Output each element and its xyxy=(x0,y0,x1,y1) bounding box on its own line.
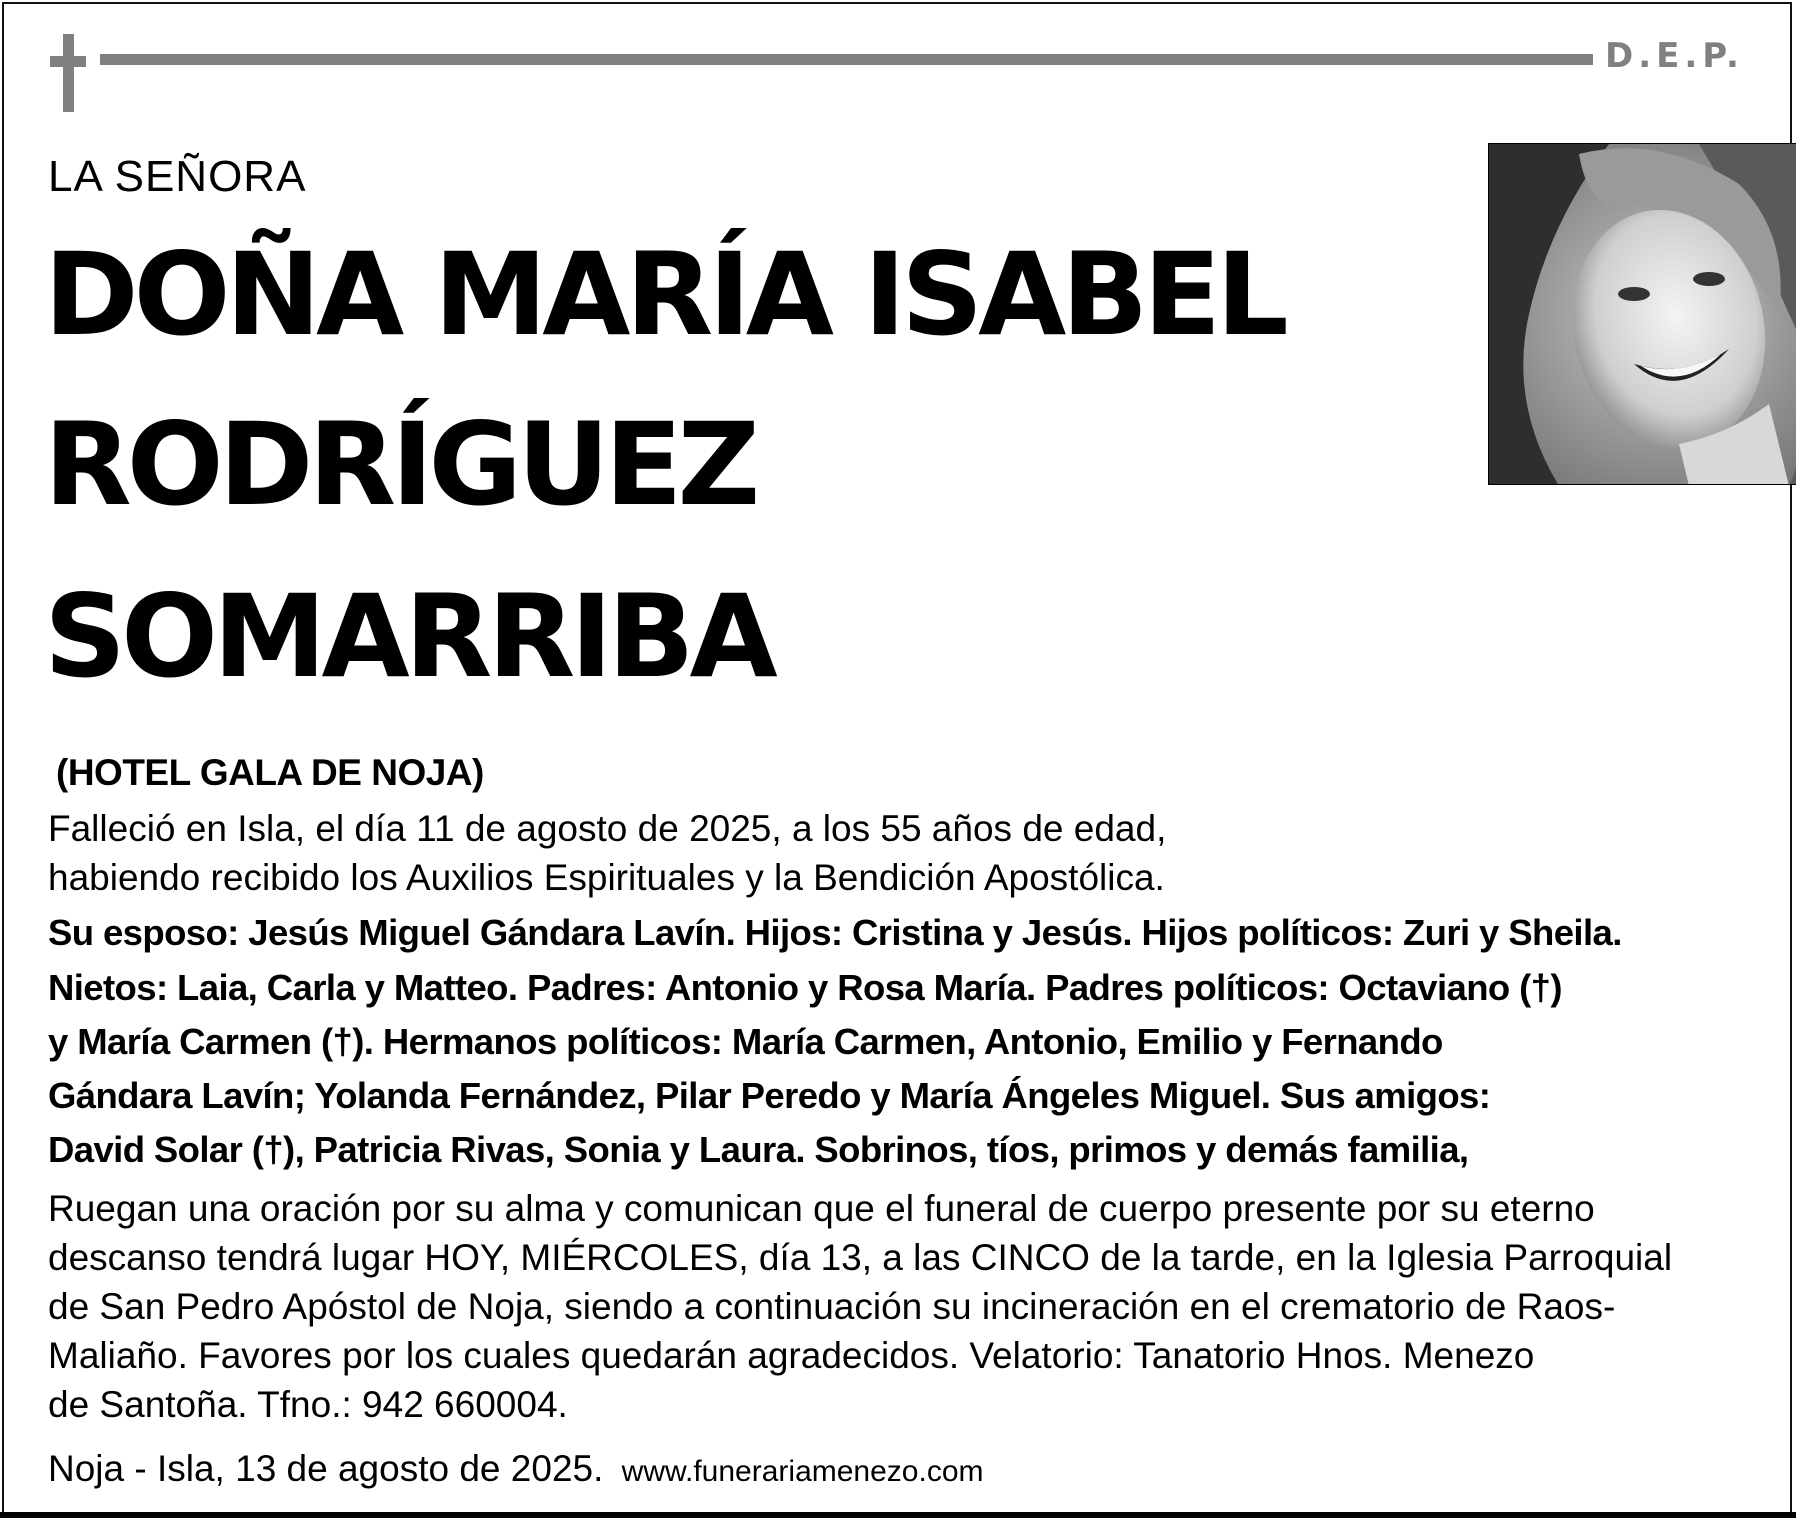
bottom-rule xyxy=(0,1512,1796,1518)
family-line-2: Nietos: Laia, Carla y Matteo. Padres: Antonio y Rosa María. Padres políticos: Octaviano (†) xyxy=(48,967,1562,1008)
family-line-1: Su esposo: Jesús Miguel Gándara Lavín. Hijos: Cristina y Jesús. Hijos políticos: Zuri y Sheila. xyxy=(48,912,1622,953)
honorific: LA SEÑORA xyxy=(48,152,307,201)
funeral-line-2: descanso tendrá lugar HOY, MIÉRCOLES, día 13, a las CINCO de la tarde, en la Iglesia Parroquial xyxy=(48,1237,1673,1278)
funeral-line-5: de Santoña. Tfno.: 942 660004. xyxy=(48,1384,568,1425)
deceased-name-line-1: DOÑA MARÍA ISABEL xyxy=(44,228,1284,361)
deceased-name-line-2: RODRÍGUEZ xyxy=(44,398,756,531)
funeral-line-1: Ruegan una oración por su alma y comunican que el funeral de cuerpo presente por su eterno xyxy=(48,1188,1595,1229)
portrait-photo xyxy=(1488,143,1796,485)
deceased-name-line-3: SOMARRIBA xyxy=(44,570,773,703)
footer-place-date: Noja - Isla, 13 de agosto de 2025. xyxy=(48,1448,604,1489)
dep-label: D.E.P. xyxy=(1605,36,1744,76)
subtitle: (HOTEL GALA DE NOJA) xyxy=(56,752,484,793)
header-rule xyxy=(100,54,1593,65)
footer xyxy=(48,1448,984,1490)
family-line-4: Gándara Lavín; Yolanda Fernández, Pilar Peredo y María Ángeles Miguel. Sus amigos: xyxy=(48,1075,1491,1116)
funeral-line-4: Maliaño. Favores por los cuales quedarán agradecidos. Velatorio: Tanatorio Hnos. Menezo xyxy=(48,1335,1535,1376)
family-line-5: David Solar (†), Patricia Rivas, Sonia y Laura. Sobrinos, tíos, primos y demás familia, xyxy=(48,1129,1469,1170)
death-notice-line-2: habiendo recibido los Auxilios Espirituales y la Bendición Apostólica. xyxy=(48,857,1165,898)
funeral-line-3: de San Pedro Apóstol de Noja, siendo a continuación su incineración en el crematorio de Raos- xyxy=(48,1286,1616,1327)
family-line-3: y María Carmen (†). Hermanos políticos: María Carmen, Antonio, Emilio y Fernando xyxy=(48,1021,1443,1062)
cross-icon xyxy=(50,34,86,112)
death-notice-line-1: Falleció en Isla, el día 11 de agosto de 2025, a los 55 años de edad, xyxy=(48,808,1167,849)
website-link[interactable]: www.funerariamenezo.com xyxy=(621,1455,984,1488)
